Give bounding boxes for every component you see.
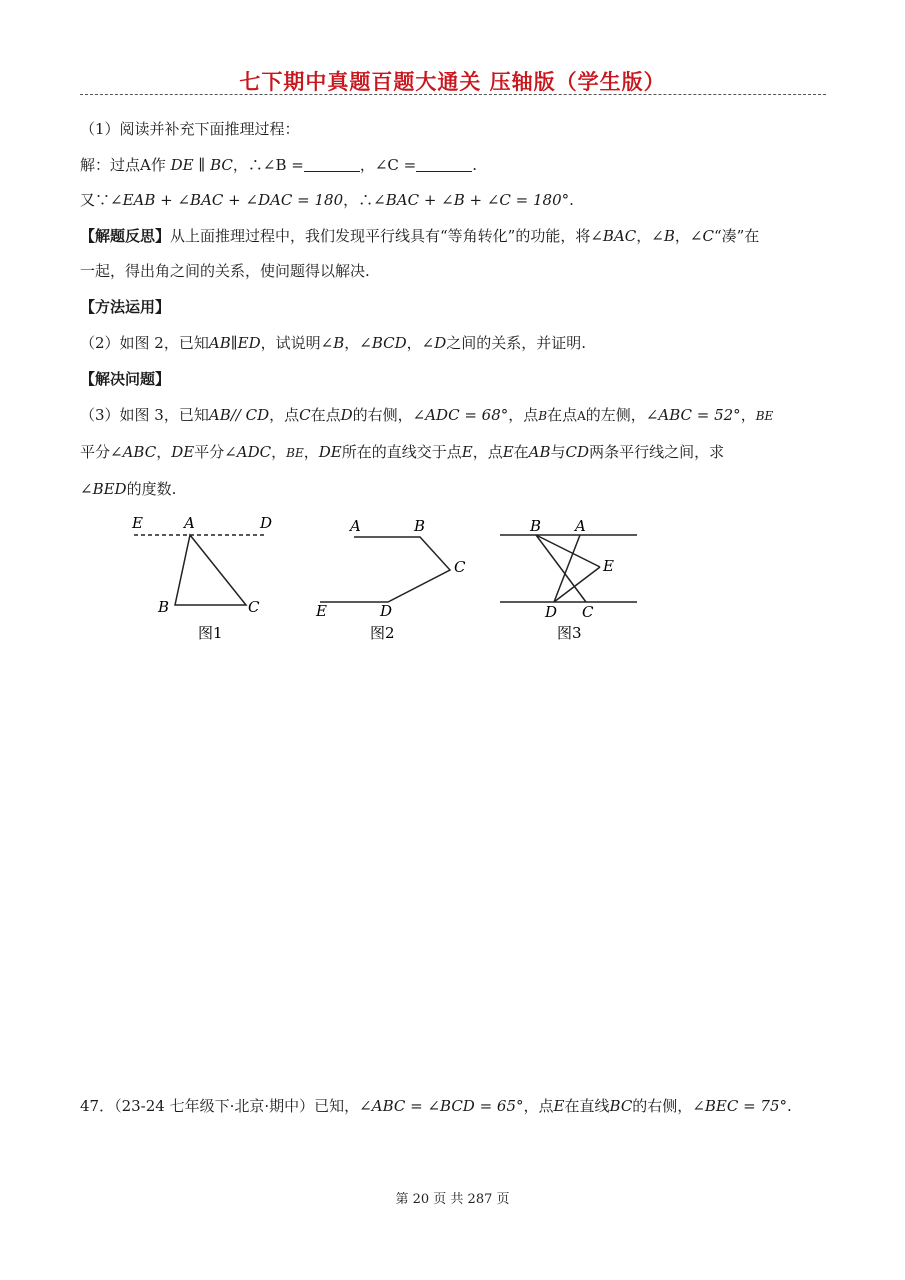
reflect-comma-1: ， [636, 227, 652, 245]
p3l2-pt-e2: E [502, 443, 514, 461]
solution-line [80, 154, 825, 176]
method-tag: 【方法运用】 [80, 298, 171, 316]
fig1-pt-a: A [184, 514, 195, 532]
triangle-sum: ∠BAC + ∠B + ∠C = 180° [373, 191, 570, 209]
p2-intro: （2）如图 2，已知 [80, 334, 209, 352]
fig3-pt-b: B [530, 517, 542, 535]
q47-pt-e: E [553, 1097, 565, 1115]
p2-try: ，试说明 [260, 334, 321, 352]
p3l2-t3: 平分 [194, 443, 225, 461]
p3-t2: 在点 [310, 406, 341, 424]
p3-intro: （3）如图 3，已知 [80, 406, 209, 424]
jie-end: . [472, 156, 477, 174]
fig2-label: 图2 [370, 624, 395, 642]
fig2-pt-c: C [454, 558, 466, 576]
fig2-pt-b: B [414, 517, 426, 535]
p3l2-cd: CD [565, 443, 590, 461]
p3-adc: ∠ADC = 68° [412, 406, 509, 424]
q47-source: （23-24 七年级下·北京·期中） [114, 1097, 315, 1115]
page-footer: 第 20 页 共 287 页 [395, 1192, 510, 1207]
fig2-pt-a: A [350, 517, 361, 535]
q47-t5: . [787, 1097, 792, 1115]
figure-1 [131, 514, 272, 642]
p2-comma-1: ， [344, 334, 360, 352]
fig3-pt-c: C [582, 603, 594, 621]
jie-prefix: 解：过点A作 [80, 156, 166, 174]
p3-t4: ，点 [508, 406, 539, 424]
reflect-comma-2: ， [674, 227, 690, 245]
fig1-pt-e: E [132, 514, 143, 532]
p3l3-bed: ∠BED [80, 480, 127, 498]
fig3-pt-e: E [603, 557, 614, 575]
p2-angle-b: ∠B [320, 334, 345, 352]
part3-line-3 [80, 478, 825, 500]
p3l2-abc: ∠ABC [110, 443, 157, 461]
fig1-label: 图1 [198, 624, 223, 642]
fig2-pt-d: D [380, 602, 393, 620]
p3l2-t10: 两条平行线之间，求 [589, 443, 725, 461]
reflect-angle-c: ∠C [689, 227, 714, 245]
p2-angle-bcd: ∠BCD [359, 334, 407, 352]
p3-abc: ∠ABC = 52° [645, 406, 741, 424]
q47-bc: BC [609, 1097, 633, 1115]
fig1-triangle [175, 535, 246, 605]
part3-line-2 [80, 441, 825, 464]
p3l2-de2: DE [318, 443, 342, 461]
p2-end: 之间的关系，并证明. [446, 334, 587, 352]
fig3-label: 图3 [557, 624, 582, 642]
p2-parallel: ∥ [230, 334, 238, 352]
p3l2-t6: 所在的直线交于点 [341, 443, 462, 461]
p2-ed: ED [237, 334, 261, 352]
fig1-pt-c: C [248, 598, 260, 616]
part2-line [80, 332, 825, 354]
figure-3 [500, 517, 637, 642]
fig2-pt-e: E [316, 602, 327, 620]
q47-eq2: ∠BEC = 75° [692, 1097, 788, 1115]
seg-de: DE [170, 156, 194, 174]
header-divider [80, 94, 826, 95]
question-47 [80, 1095, 825, 1117]
p3-t3: 的右侧， [352, 406, 413, 424]
p3l3-end: 的度数. [126, 480, 177, 498]
p2-angle-d: ∠D [421, 334, 447, 352]
part3-line-1 [80, 404, 825, 427]
p3-t6: 的左侧， [585, 406, 646, 424]
angle-c-eq: ，∠C = [359, 156, 417, 174]
q47-t3: 在直线 [564, 1097, 610, 1115]
q47-eq1: ∠ABC = ∠BCD = 65° [359, 1097, 524, 1115]
p3l2-de: DE [171, 443, 195, 461]
reflect-angle-b: ∠B [651, 227, 675, 245]
angle-sum-180: ∠EAB + ∠BAC + ∠DAC = 180 [110, 191, 344, 209]
angle-b-eq: ，∴∠B = [232, 156, 304, 174]
page-header-title: 七下期中真题百题大通关 压轴版（学生版） [239, 70, 666, 94]
fig3-seg-bc [536, 535, 586, 602]
p3l2-t8: 在 [513, 443, 529, 461]
q47-t2: ，点 [523, 1097, 554, 1115]
p2-ab: AB [208, 334, 231, 352]
reflection-text-2: “凑”在 [713, 227, 760, 245]
p2-comma-2: ， [406, 334, 422, 352]
figures-row [120, 510, 660, 650]
p3-pt-b: B [538, 409, 548, 423]
reflection-text-1: 从上面推理过程中，我们发现平行线具有“等角转化”的功能，将 [170, 227, 591, 245]
fig3-seg-be [536, 535, 600, 567]
answer-blank-c[interactable] [416, 157, 472, 172]
p3l2-t1: 平分 [80, 443, 111, 461]
p3-t1: ，点 [269, 406, 300, 424]
p3l2-t5: ， [303, 443, 319, 461]
p3l2-t9: 与 [550, 443, 566, 461]
you-line [80, 189, 825, 211]
fig2-path [320, 537, 450, 602]
p3l2-pt-e: E [461, 443, 473, 461]
p3l2-ab: AB [528, 443, 551, 461]
reflection-line-1 [80, 225, 825, 247]
solve-tag: 【解决问题】 [80, 370, 171, 388]
p3-pt-a: A [577, 409, 586, 423]
you-sep: ，∴ [343, 191, 374, 209]
fig1-pt-d: D [260, 514, 273, 532]
p3-ab-cd: AB// CD [208, 406, 270, 424]
you-end: . [569, 191, 574, 209]
p3l2-t2: ， [156, 443, 172, 461]
fig3-pt-a: A [575, 517, 586, 535]
reflect-angle-bac: ∠BAC [590, 227, 637, 245]
p3l2-be: BE [286, 446, 304, 460]
parallel-symbol: ∥ [198, 156, 206, 174]
p3-t5: 在点 [547, 406, 578, 424]
you-prefix: 又∵ [80, 191, 111, 209]
fig3-pt-d: D [545, 603, 558, 621]
p3l2-t7: ，点 [472, 443, 503, 461]
figure-2 [315, 517, 466, 642]
q47-t1: 已知， [314, 1097, 360, 1115]
fig1-pt-b: B [158, 598, 170, 616]
p3-pt-d: D [340, 406, 353, 424]
q47-number: 47． [80, 1097, 115, 1115]
p3l2-t4: ， [271, 443, 287, 461]
reflection-tag: 【解题反思】 [80, 227, 171, 245]
seg-bc: BC [210, 156, 233, 174]
q47-t4: 的右侧， [632, 1097, 693, 1115]
reflection-line-2: 一起，得出角之间的关系，使问题得以解决. [80, 262, 370, 280]
answer-blank-b[interactable] [304, 157, 360, 172]
p3l2-adc: ∠ADC [224, 443, 272, 461]
p3-pt-c: C [299, 406, 311, 424]
p3-t7: ， [740, 406, 756, 424]
part1-intro: （1）阅读并补充下面推理过程： [80, 120, 300, 138]
p3-be: BE [755, 409, 774, 423]
